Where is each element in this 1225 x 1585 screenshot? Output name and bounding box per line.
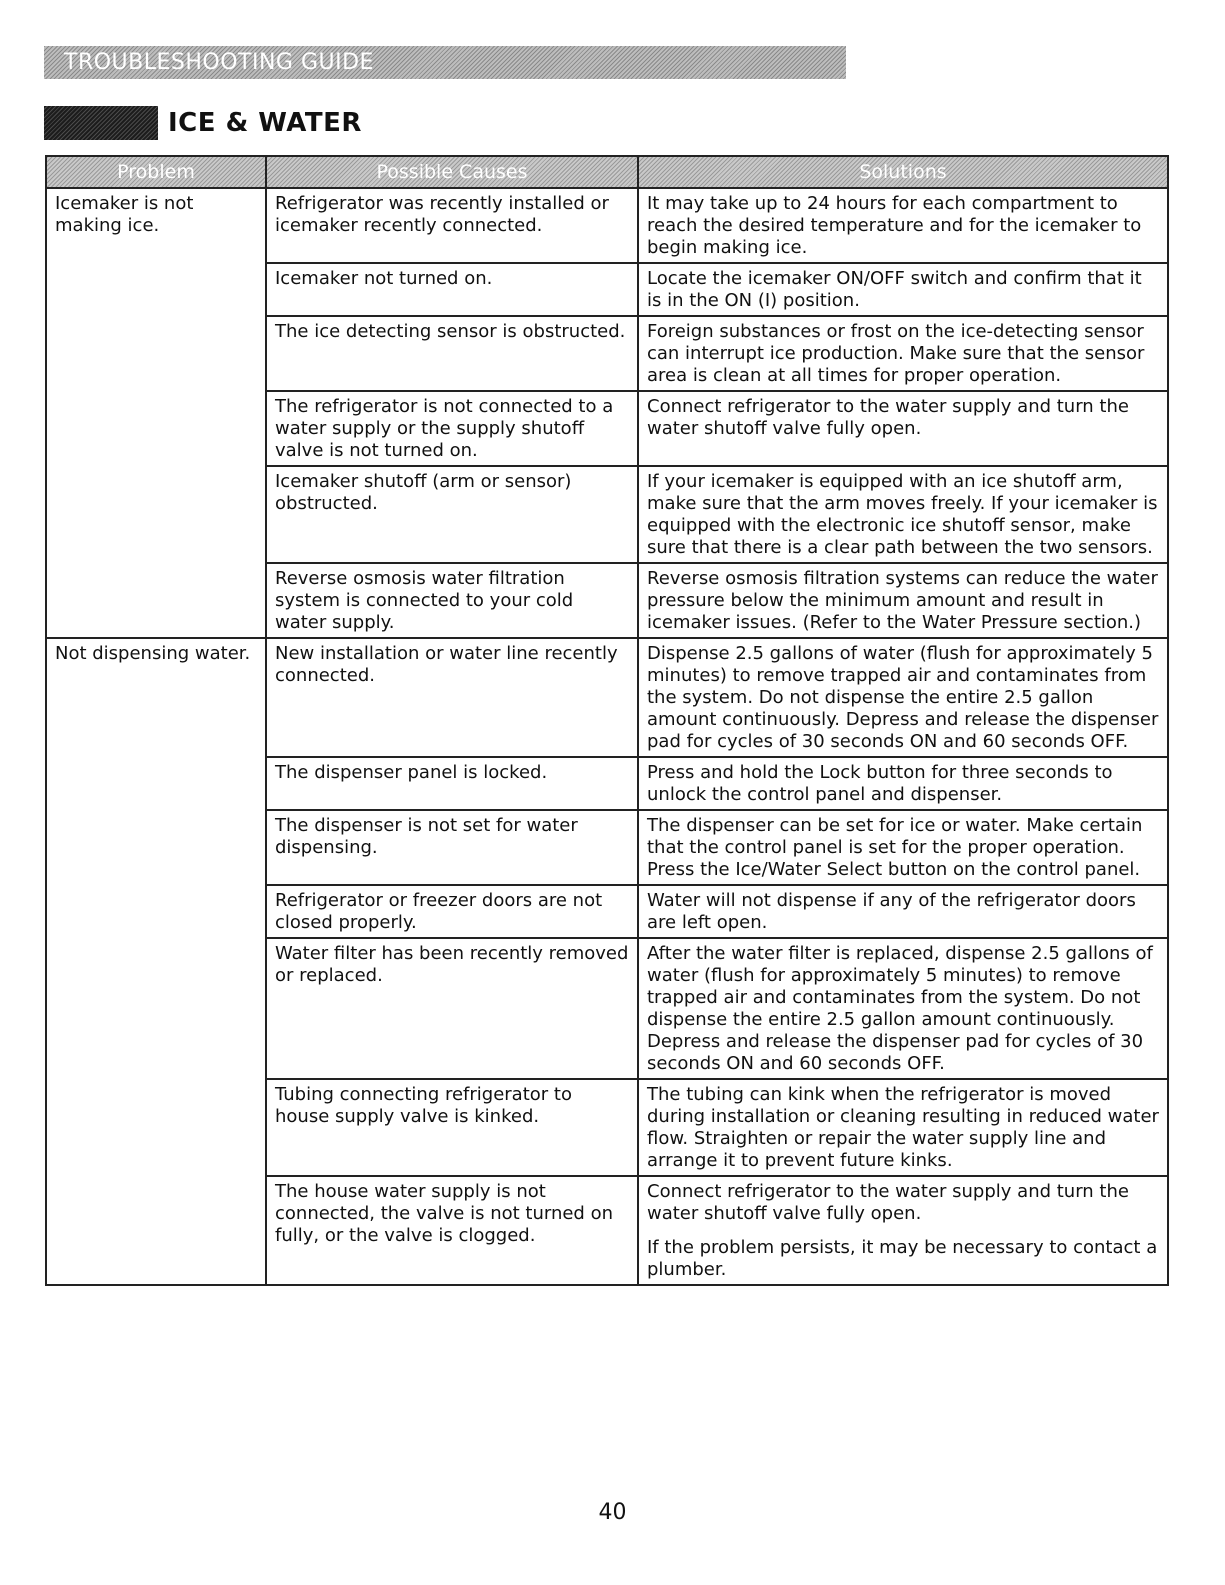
solution-cell xyxy=(638,188,1168,263)
cause-cell: Icemaker not turned on. xyxy=(266,263,638,316)
page-number: 40 xyxy=(598,1500,627,1525)
solution-text: Connect refrigerator to the water supply and turn the water shutoff valve fully open. xyxy=(647,396,1129,439)
column-header-problem: Problem xyxy=(46,156,266,188)
section-title: ICE & WATER xyxy=(168,108,362,138)
column-header-causes: Possible Causes xyxy=(266,156,638,188)
solution-text: After the water filter is replaced, dispense 2.5 gallons of water (flush for approximately 5 minutes) to remove trapped air and contaminates from the system. Do not dispense the entire 2.5 gallon amount continuously. Depress and release the dispenser pad for cycles of 30 seconds ON and 60 seconds OFF. xyxy=(647,943,1153,1074)
cause-cell: Refrigerator was recently installed or icemaker recently connected. xyxy=(266,188,638,263)
cause-cell: The refrigerator is not connected to a water supply or the supply shutoff valve is not turned on. xyxy=(266,391,638,466)
solution-text: It may take up to 24 hours for each compartment to reach the desired temperature and for the icemaker to begin making ice. xyxy=(647,193,1142,258)
section-marker xyxy=(44,106,158,140)
solution-cell xyxy=(638,316,1168,391)
table-row xyxy=(46,188,1168,263)
cause-cell: The dispenser panel is locked. xyxy=(266,757,638,810)
cause-cell: Reverse osmosis water filtration system is connected to your cold water supply. xyxy=(266,563,638,638)
solution-cell xyxy=(638,938,1168,1079)
cause-cell: The ice detecting sensor is obstructed. xyxy=(266,316,638,391)
solution-cell xyxy=(638,466,1168,563)
cause-cell: Icemaker shutoff (arm or sensor) obstructed. xyxy=(266,466,638,563)
solution-cell xyxy=(638,391,1168,466)
problem-cell: Icemaker is not making ice. xyxy=(46,188,266,638)
solution-text: Connect refrigerator to the water supply and turn the water shutoff valve fully open. xyxy=(647,1181,1129,1224)
solution-text: Locate the icemaker ON/OFF switch and confirm that it is in the ON (I) position. xyxy=(647,268,1142,311)
solution-cell xyxy=(638,757,1168,810)
solution-text: Water will not dispense if any of the refrigerator doors are left open. xyxy=(647,890,1136,933)
solution-text: The dispenser can be set for ice or water. Make certain that the control panel is set for the proper operation. Press the Ice/Water Select button on the control panel. xyxy=(647,815,1143,880)
cause-cell: Tubing connecting refrigerator to house supply valve is kinked. xyxy=(266,1079,638,1176)
table-body xyxy=(46,188,1168,1285)
solution-cell xyxy=(638,1079,1168,1176)
table-row xyxy=(46,638,1168,757)
solution-cell xyxy=(638,1176,1168,1285)
cause-cell: Refrigerator or freezer doors are not closed properly. xyxy=(266,885,638,938)
solution-text: If the problem persists, it may be necessary to contact a plumber. xyxy=(647,1237,1158,1280)
column-header-solutions: Solutions xyxy=(638,156,1168,188)
table-header-row xyxy=(46,156,1168,188)
solution-cell xyxy=(638,810,1168,885)
section-banner: TROUBLESHOOTING GUIDE xyxy=(44,46,846,79)
cause-cell: Water filter has been recently removed or replaced. xyxy=(266,938,638,1079)
solution-cell xyxy=(638,885,1168,938)
solution-text: Reverse osmosis filtration systems can reduce the water pressure below the minimum amount and result in icemaker issues. (Refer to the Water Pressure section.) xyxy=(647,568,1158,633)
solution-text: Press and hold the Lock button for three seconds to unlock the control panel and dispenser. xyxy=(647,762,1113,805)
solution-cell xyxy=(638,638,1168,757)
solution-text: Foreign substances or frost on the ice-detecting sensor can interrupt ice production. Make sure that the sensor area is clean at all times for proper operation. xyxy=(647,321,1145,386)
solution-text: Dispense 2.5 gallons of water (flush for approximately 5 minutes) to remove trapped air and contaminates from the system. Do not dispense the entire 2.5 gallon amount continuously. Depress and release the dispenser pad for cycles of 30 seconds ON and 60 seconds OFF. xyxy=(647,643,1159,752)
solution-cell xyxy=(638,263,1168,316)
solution-text: The tubing can kink when the refrigerator is moved during installation or cleaning resulting in reduced water flow. Straighten or repair the water supply line and arrange it to prevent future kinks. xyxy=(647,1084,1159,1171)
solution-cell xyxy=(638,563,1168,638)
problem-cell: Not dispensing water. xyxy=(46,638,266,1285)
solution-text: If your icemaker is equipped with an ice shutoff arm, make sure that the arm moves freely. If your icemaker is equipped with the electronic ice shutoff sensor, make sure that there is a clear path between the two sensors. xyxy=(647,471,1158,558)
cause-cell: The dispenser is not set for water dispensing. xyxy=(266,810,638,885)
cause-cell: The house water supply is not connected, the valve is not turned on fully, or the valve is clogged. xyxy=(266,1176,638,1285)
cause-cell: New installation or water line recently connected. xyxy=(266,638,638,757)
troubleshooting-table xyxy=(45,155,1169,1286)
section-heading xyxy=(44,104,362,142)
